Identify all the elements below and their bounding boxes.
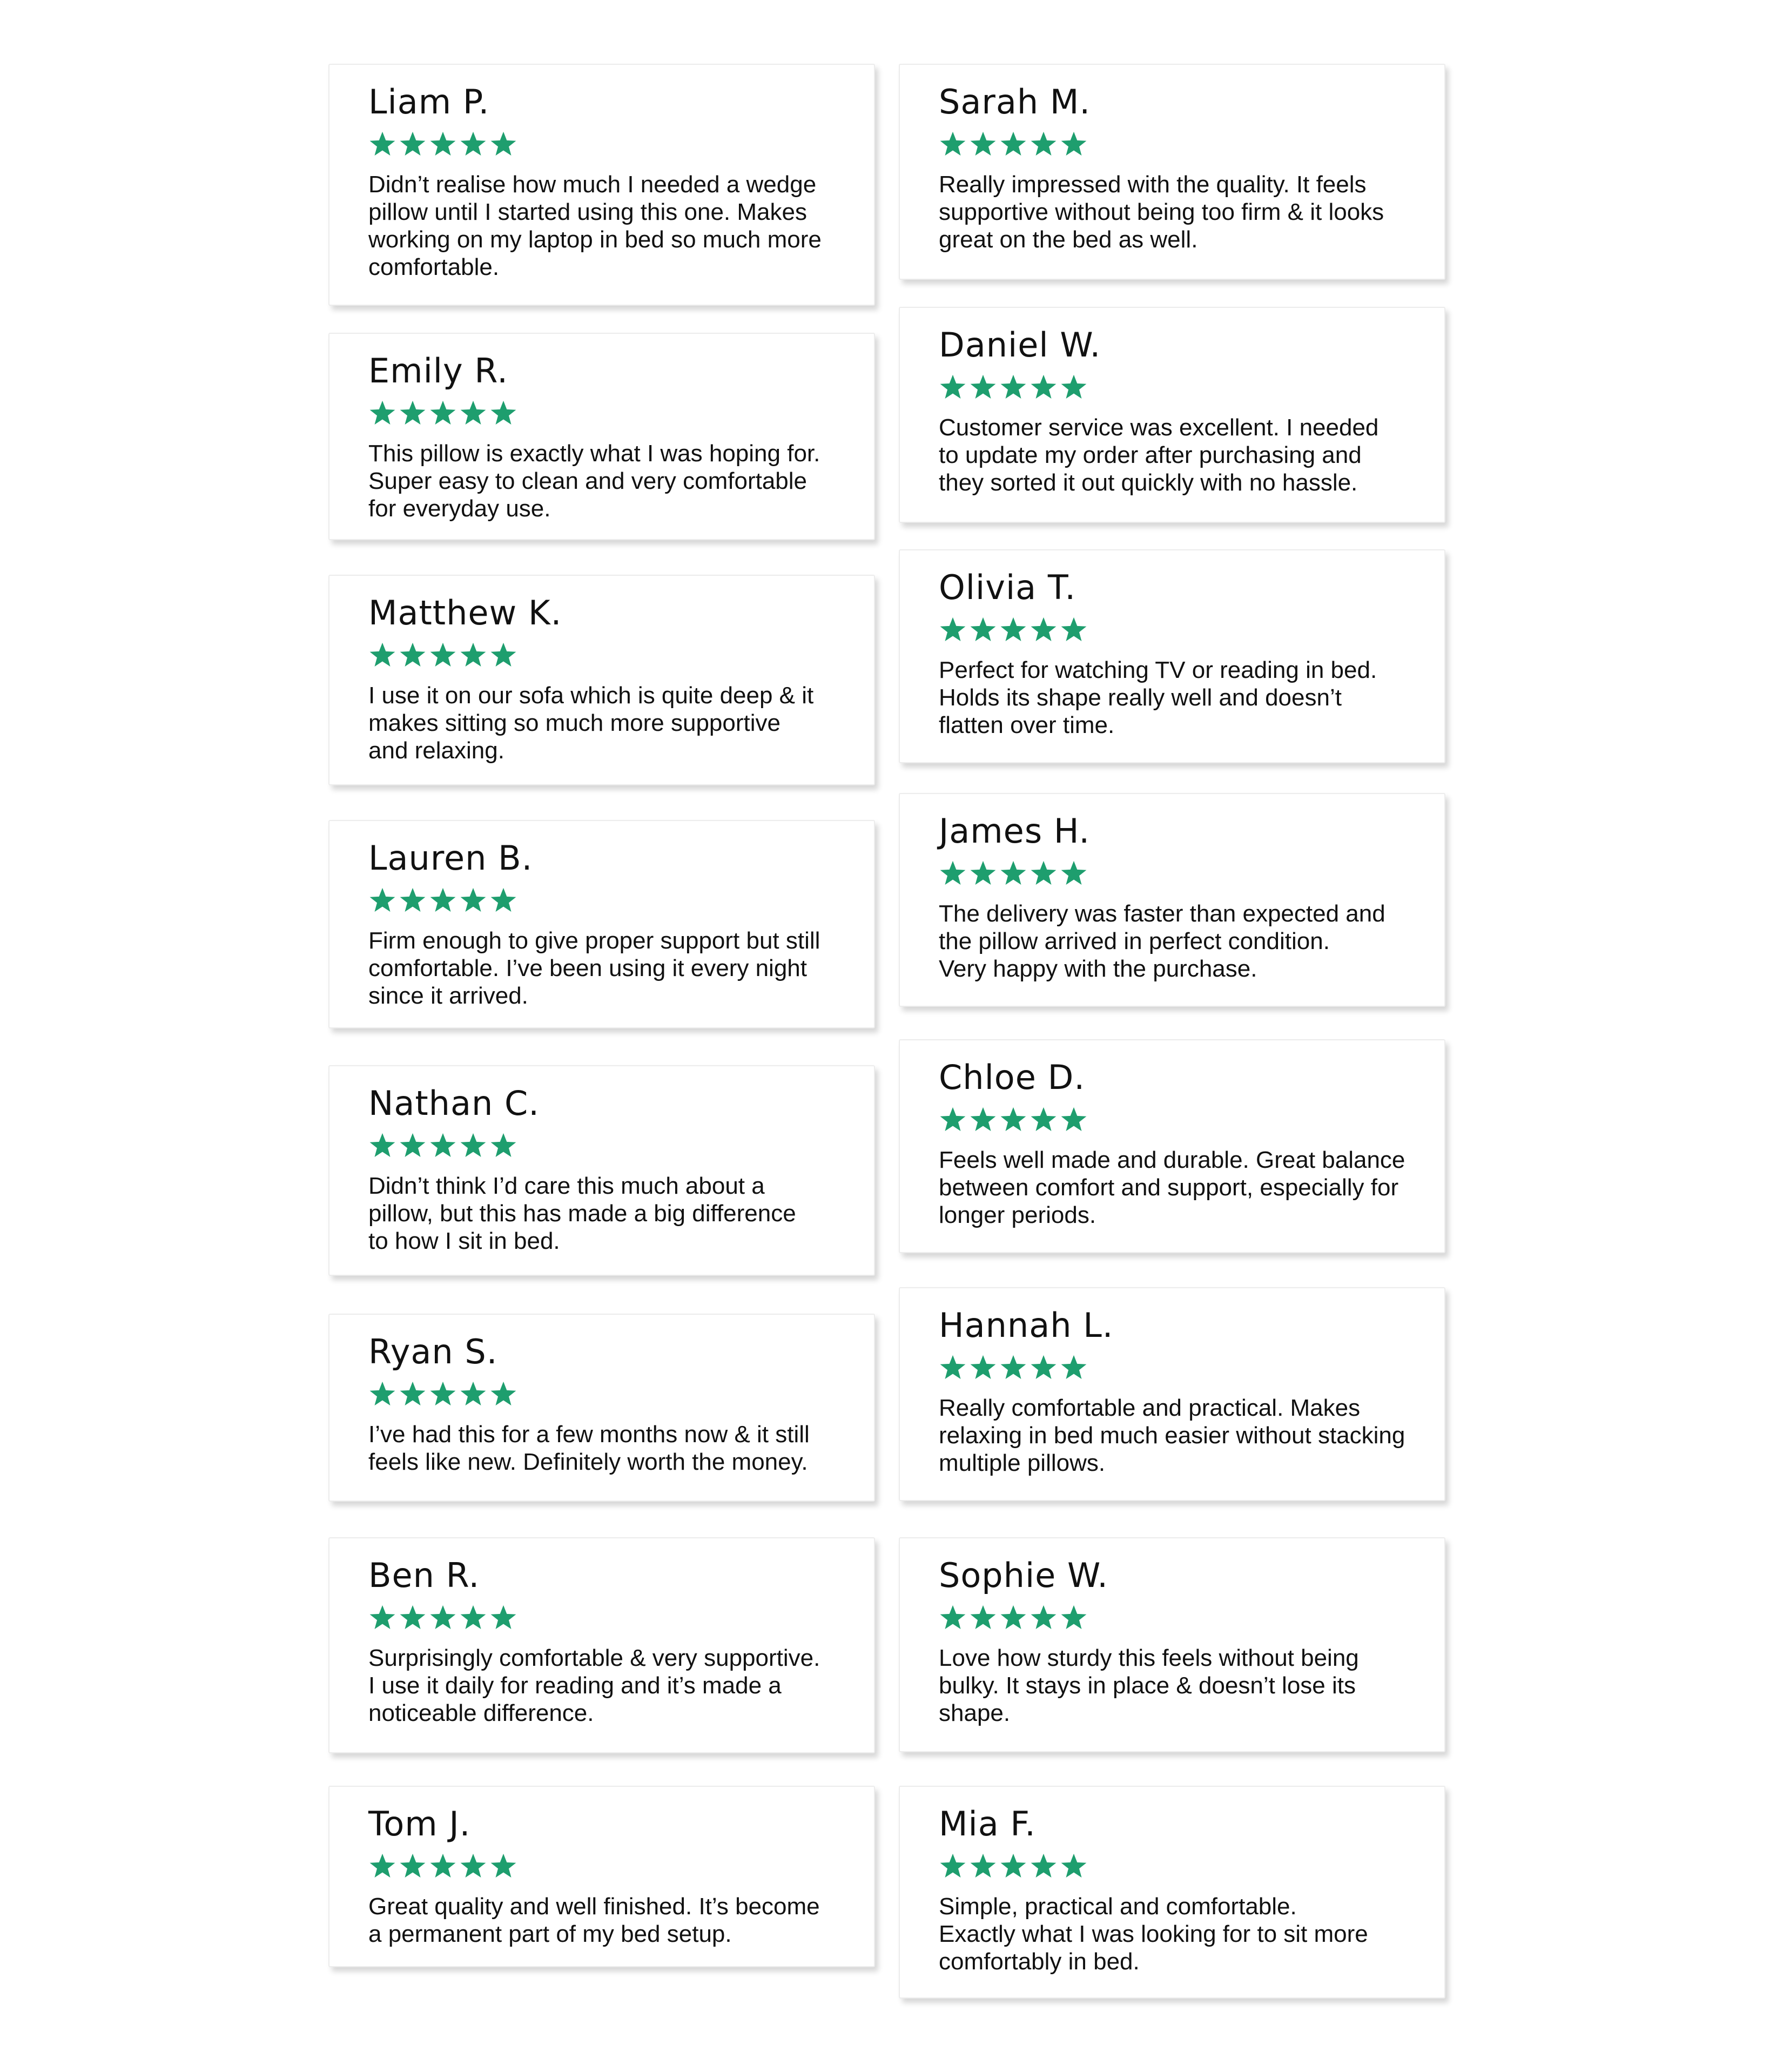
review-text: Love how sturdy this feels without being bulky. It stays in place & doesn’t lose its shape. (939, 1645, 1359, 1726)
star-icon (459, 131, 487, 158)
star-icon (368, 400, 396, 427)
star-icon (489, 1132, 517, 1159)
star-icon (939, 1853, 967, 1880)
star-icon (489, 1604, 517, 1631)
star-icon (429, 1604, 457, 1631)
review-text: Really impressed with the quality. It feels supportive without being too firm & it looks great on the bed as well. (939, 171, 1384, 253)
reviewer-name: Ben R. (368, 1556, 480, 1595)
star-icon (999, 1853, 1027, 1880)
review-card (328, 575, 875, 785)
star-icon (368, 642, 396, 669)
star-icon (969, 1354, 997, 1381)
star-icon (399, 1381, 427, 1408)
star-icon (969, 616, 997, 643)
review-text: Didn’t realise how much I needed a wedge pillow until I started using this one. Makes working on my laptop in bed so much more comfortable. (368, 171, 822, 280)
review-text: I’ve had this for a few months now & it still feels like new. Definitely worth the money. (368, 1421, 810, 1475)
star-icon (1060, 374, 1088, 401)
review-card (899, 1786, 1445, 1999)
star-rating (368, 1132, 517, 1159)
review-card (328, 1065, 875, 1276)
review-card (899, 1287, 1445, 1501)
reviewer-name: Mia F. (939, 1804, 1036, 1844)
star-icon (1030, 860, 1058, 887)
reviewer-name: Lauren B. (368, 838, 533, 878)
review-card (899, 793, 1445, 1007)
star-icon (489, 887, 517, 914)
star-rating (368, 1604, 517, 1631)
star-rating (939, 616, 1088, 643)
star-icon (399, 1604, 427, 1631)
star-icon (1030, 374, 1058, 401)
star-icon (429, 1853, 457, 1880)
reviewer-name: Olivia T. (939, 568, 1076, 607)
review-card (899, 307, 1445, 523)
star-icon (969, 374, 997, 401)
star-icon (999, 1604, 1027, 1631)
review-card (328, 1537, 875, 1753)
star-rating (939, 860, 1088, 887)
review-text: This pillow is exactly what I was hoping for. Super easy to clean and very comfortable for everyday use. (368, 440, 820, 522)
star-icon (1060, 131, 1088, 158)
review-card (899, 1039, 1445, 1253)
review-card (328, 64, 875, 306)
star-icon (1060, 1853, 1088, 1880)
star-icon (429, 400, 457, 427)
star-icon (459, 1853, 487, 1880)
star-icon (969, 1106, 997, 1133)
review-text: Really comfortable and practical. Makes relaxing in bed much easier without stacking multiple pillows. (939, 1395, 1405, 1476)
star-icon (429, 1132, 457, 1159)
star-icon (459, 1381, 487, 1408)
review-text: Feels well made and durable. Great balance between comfort and support, especially for longer periods. (939, 1147, 1405, 1228)
star-icon (368, 887, 396, 914)
review-card (328, 333, 875, 540)
review-text: Didn’t think I’d care this much about a pillow, but this has made a big difference to how I sit in bed. (368, 1173, 796, 1254)
review-text: The delivery was faster than expected and the pillow arrived in perfect condition. Very happy with the purchase. (939, 900, 1385, 982)
star-icon (969, 860, 997, 887)
star-icon (429, 887, 457, 914)
star-icon (368, 1853, 396, 1880)
star-icon (1030, 1853, 1058, 1880)
star-icon (489, 1381, 517, 1408)
star-icon (368, 1604, 396, 1631)
star-icon (999, 1354, 1027, 1381)
reviewer-name: Ryan S. (368, 1332, 498, 1371)
star-rating (368, 642, 517, 669)
reviewer-name: Sarah M. (939, 82, 1091, 122)
star-icon (939, 1354, 967, 1381)
review-text: Firm enough to give proper support but still comfortable. I’ve been using it every night since it arrived. (368, 927, 820, 1009)
star-icon (368, 1381, 396, 1408)
star-icon (399, 131, 427, 158)
star-icon (999, 1106, 1027, 1133)
star-rating (939, 374, 1088, 401)
review-text: Surprisingly comfortable & very supportive. I use it daily for reading and it’s made a noticeable difference. (368, 1645, 820, 1726)
reviewer-name: Tom J. (368, 1804, 471, 1844)
star-rating (368, 1853, 517, 1880)
review-card (328, 1314, 875, 1502)
star-icon (429, 1381, 457, 1408)
star-rating (368, 400, 517, 427)
star-icon (1060, 1354, 1088, 1381)
review-text: Great quality and well finished. It’s become a permanent part of my bed setup. (368, 1893, 820, 1947)
star-icon (1060, 616, 1088, 643)
star-icon (1060, 1604, 1088, 1631)
star-rating (939, 1604, 1088, 1631)
star-icon (1060, 1106, 1088, 1133)
star-icon (939, 374, 967, 401)
star-icon (399, 1853, 427, 1880)
reviewer-name: Emily R. (368, 351, 508, 391)
star-icon (999, 131, 1027, 158)
star-icon (1030, 1354, 1058, 1381)
reviewer-name: Chloe D. (939, 1058, 1086, 1097)
reviewer-name: Liam P. (368, 82, 490, 122)
star-rating (939, 1354, 1088, 1381)
star-icon (489, 1853, 517, 1880)
star-icon (368, 131, 396, 158)
star-icon (969, 131, 997, 158)
reviewer-name: Sophie W. (939, 1556, 1108, 1595)
review-text: I use it on our sofa which is quite deep & it makes sitting so much more supportive and relaxing. (368, 682, 814, 764)
star-icon (489, 642, 517, 669)
star-icon (939, 131, 967, 158)
star-icon (1030, 616, 1058, 643)
star-icon (429, 642, 457, 669)
star-icon (1030, 1106, 1058, 1133)
star-icon (939, 860, 967, 887)
star-icon (1030, 131, 1058, 158)
star-rating (939, 1853, 1088, 1880)
star-rating (368, 887, 517, 914)
reviewer-name: James H. (939, 811, 1091, 851)
star-icon (399, 1132, 427, 1159)
star-icon (489, 400, 517, 427)
star-rating (368, 1381, 517, 1408)
reviewer-name: Matthew K. (368, 593, 562, 633)
star-rating (939, 1106, 1088, 1133)
reviewer-name: Daniel W. (939, 325, 1101, 365)
star-icon (399, 887, 427, 914)
star-icon (939, 1106, 967, 1133)
star-icon (429, 131, 457, 158)
star-icon (459, 642, 487, 669)
star-rating (368, 131, 517, 158)
review-card (328, 1786, 875, 1967)
star-icon (459, 1132, 487, 1159)
star-icon (999, 374, 1027, 401)
star-icon (939, 616, 967, 643)
star-rating (939, 131, 1088, 158)
star-icon (1060, 860, 1088, 887)
reviewer-name: Hannah L. (939, 1306, 1114, 1345)
star-icon (999, 616, 1027, 643)
star-icon (459, 887, 487, 914)
star-icon (459, 400, 487, 427)
star-icon (969, 1604, 997, 1631)
reviewer-name: Nathan C. (368, 1084, 540, 1123)
review-card (899, 1537, 1445, 1752)
star-icon (399, 400, 427, 427)
review-card (899, 64, 1445, 280)
review-card (899, 549, 1445, 763)
review-text: Customer service was excellent. I needed to update my order after purchasing and they sorted it out quickly with no hassle. (939, 414, 1379, 496)
review-text: Perfect for watching TV or reading in bed. Holds its shape really well and doesn’t flatten over time. (939, 657, 1377, 738)
star-icon (1030, 1604, 1058, 1631)
star-icon (459, 1604, 487, 1631)
star-icon (969, 1853, 997, 1880)
star-icon (368, 1132, 396, 1159)
review-card (328, 820, 875, 1028)
star-icon (939, 1604, 967, 1631)
star-icon (399, 642, 427, 669)
star-icon (489, 131, 517, 158)
star-icon (999, 860, 1027, 887)
review-text: Simple, practical and comfortable. Exactly what I was looking for to sit more comfortably in bed. (939, 1893, 1368, 1975)
